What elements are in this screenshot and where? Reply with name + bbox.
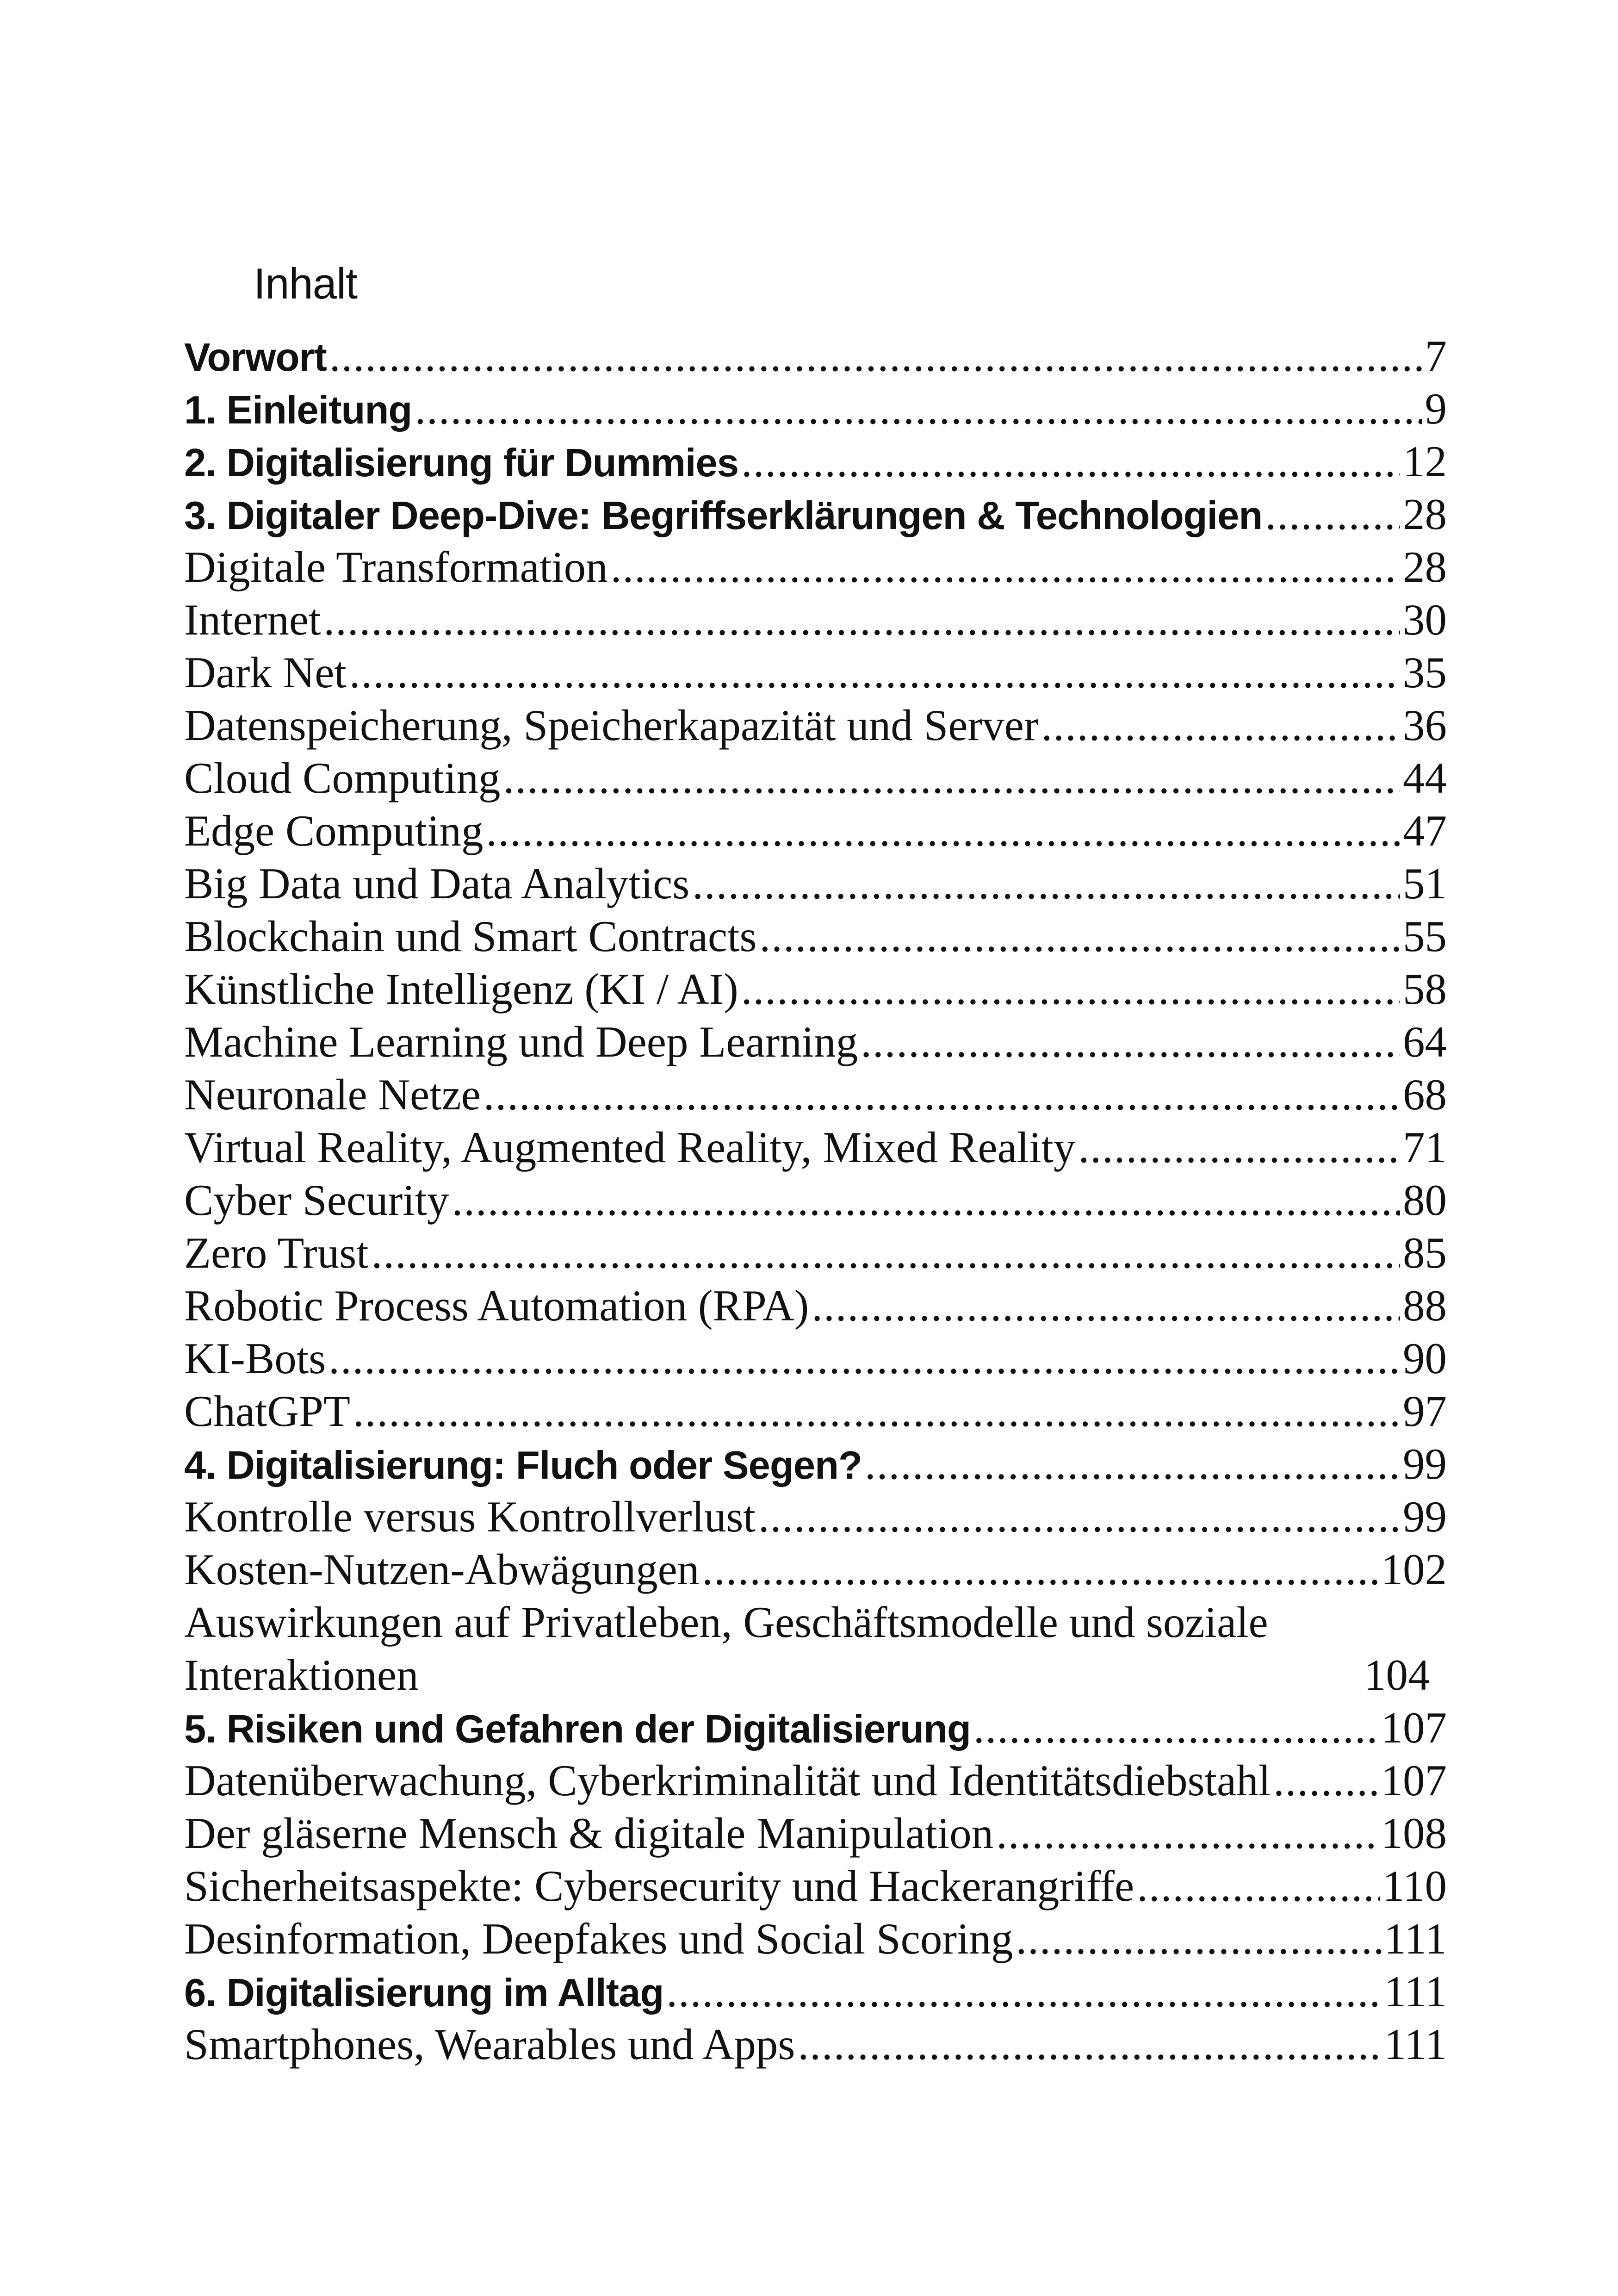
dot-leader <box>666 1965 1381 2018</box>
toc-heading: Inhalt <box>254 259 357 308</box>
dot-leader <box>1041 699 1400 752</box>
dot-leader <box>349 646 1400 699</box>
toc-entry-title: 5. Risiken und Gefahren der Digitalisierung <box>184 1707 971 1751</box>
toc-entry-title: Virtual Reality, Augmented Reality, Mixed Reality <box>184 1123 1076 1172</box>
toc-entry-smartphones[interactable] <box>184 2018 1447 2071</box>
dot-leader <box>758 1490 1400 1543</box>
dot-leader <box>702 1543 1378 1596</box>
toc-entry-title: 1. Einleitung <box>184 388 412 432</box>
toc-entry-internet[interactable] <box>184 593 1447 646</box>
dot-leader <box>812 1279 1400 1332</box>
toc-entry-digitale-transformation[interactable] <box>184 541 1447 593</box>
toc-entry-page: 111 <box>1384 2020 1447 2069</box>
toc-entry-machine-learning[interactable] <box>184 1015 1447 1068</box>
toc-entry-title: Desinformation, Deepfakes und Social Scoring <box>184 1914 1013 1963</box>
toc-entry-page: 7 <box>1425 331 1447 380</box>
toc-entry-page: 107 <box>1381 1756 1447 1805</box>
toc-entry-page: 90 <box>1403 1334 1447 1383</box>
toc-entry-title: Datenspeicherung, Speicherkapazität und Server <box>184 701 1039 750</box>
toc-entry-title: Künstliche Intelligenz (KI / AI) <box>184 964 738 1014</box>
dot-leader <box>323 593 1400 646</box>
dot-leader <box>865 1437 1400 1490</box>
toc-entry-title: 2. Digitalisierung für Dummies <box>184 441 739 485</box>
toc-entry-page: 88 <box>1403 1281 1447 1330</box>
toc-entry-title: Edge Computing <box>184 806 484 855</box>
toc-entry-title: Smartphones, Wearables und Apps <box>184 2020 795 2069</box>
toc-entry-title: 6. Digitalisierung im Alltag <box>184 1971 664 2015</box>
toc-entry-title: Dark Net <box>184 648 347 697</box>
toc-entry-title: Datenüberwachung, Cyberkriminalität und Identitätsdiebstahl <box>184 1756 1271 1805</box>
toc-entry-page: 35 <box>1403 648 1447 697</box>
table-of-contents <box>184 330 1447 2071</box>
toc-entry-page: 51 <box>1403 859 1447 908</box>
dot-leader <box>415 382 1422 435</box>
toc-entry-kuenstliche-intelligenz[interactable] <box>184 963 1447 1015</box>
toc-entry-page: 71 <box>1403 1123 1447 1172</box>
toc-entry-page: 28 <box>1403 490 1447 539</box>
dot-leader <box>353 1385 1400 1437</box>
toc-entry-kontrolle[interactable] <box>184 1490 1447 1543</box>
toc-entry-datenueberwachung[interactable] <box>184 1754 1447 1807</box>
dot-leader <box>741 435 1400 488</box>
dot-leader <box>798 2018 1381 2071</box>
toc-entry-title: Auswirkungen auf Privatleben, Geschäftsmodelle und soziale Interaktionen <box>184 1598 1268 1699</box>
toc-entry-page: 30 <box>1403 595 1447 644</box>
toc-entry-risiken[interactable] <box>184 1701 1447 1754</box>
toc-entry-title: Big Data und Data Analytics <box>184 859 690 908</box>
dot-leader <box>759 910 1400 963</box>
toc-entry-page: 9 <box>1425 384 1447 433</box>
toc-entry-page: 110 <box>1382 1861 1447 1910</box>
toc-entry-title: Machine Learning und Deep Learning <box>184 1017 858 1066</box>
toc-entry-fluch-oder-segen[interactable] <box>184 1437 1447 1490</box>
toc-entry-page: 68 <box>1403 1070 1447 1119</box>
toc-entry-page: 111 <box>1384 1967 1447 2016</box>
toc-entry-title: KI-Bots <box>184 1334 326 1383</box>
dot-leader <box>329 330 1422 382</box>
toc-entry-page: 64 <box>1403 1017 1447 1066</box>
toc-entry-title: Zero Trust <box>184 1228 369 1277</box>
toc-entry-page: 102 <box>1381 1545 1447 1594</box>
dot-leader <box>486 804 1401 857</box>
toc-entry-deep-dive[interactable] <box>184 488 1447 541</box>
toc-entry-desinformation[interactable] <box>184 1912 1447 1965</box>
toc-entry-title: Der gläserne Mensch & digitale Manipulation <box>184 1809 994 1858</box>
toc-entry-page: 107 <box>1381 1703 1447 1752</box>
dot-leader <box>611 541 1400 593</box>
toc-entry-page: 55 <box>1403 912 1447 961</box>
dot-leader <box>484 1068 1400 1121</box>
toc-entry-title: Cyber Security <box>184 1176 449 1225</box>
dot-leader <box>1137 1860 1380 1912</box>
toc-entry-neuronale-netze[interactable] <box>184 1068 1447 1121</box>
toc-entry-virtual-reality[interactable] <box>184 1121 1447 1174</box>
toc-entry-page: 58 <box>1403 964 1447 1014</box>
toc-entry-big-data[interactable] <box>184 857 1447 910</box>
toc-entry-page: 99 <box>1403 1439 1447 1488</box>
toc-entry-title: Cloud Computing <box>184 753 501 803</box>
toc-entry-title: Sicherheitsaspekte: Cybersecurity und Hackerangriffe <box>184 1861 1134 1910</box>
toc-entry-chatgpt[interactable] <box>184 1385 1447 1437</box>
dot-leader <box>861 1015 1400 1068</box>
dot-leader <box>973 1701 1378 1754</box>
toc-entry-title: 4. Digitalisierung: Fluch oder Segen? <box>184 1444 862 1487</box>
toc-entry-title: Robotic Process Automation (RPA) <box>184 1281 809 1330</box>
dot-leader <box>692 857 1400 910</box>
toc-entry-dark-net[interactable] <box>184 646 1447 699</box>
toc-entry-page: 97 <box>1403 1387 1447 1436</box>
dot-leader <box>1078 1121 1400 1174</box>
toc-entry-page: 28 <box>1403 542 1447 591</box>
dot-leader <box>996 1807 1378 1860</box>
toc-entry-ki-bots[interactable] <box>184 1332 1447 1385</box>
toc-entry-page: 108 <box>1381 1809 1447 1858</box>
toc-entry-einleitung[interactable] <box>184 382 1447 435</box>
toc-entry-auswirkungen[interactable] <box>184 1596 1447 1701</box>
toc-entry-page: 12 <box>1403 437 1447 486</box>
toc-entry-title: Digitale Transformation <box>184 542 608 591</box>
toc-entry-title: Blockchain und Smart Contracts <box>184 912 757 961</box>
toc-entry-vorwort[interactable] <box>184 330 1447 382</box>
toc-entry-title: 3. Digitaler Deep-Dive: Begriffserklärungen & Technologien <box>184 494 1263 538</box>
dot-leader <box>452 1174 1400 1226</box>
dot-leader <box>1265 488 1400 541</box>
toc-entry-alltag[interactable] <box>184 1965 1447 2018</box>
toc-entry-zero-trust[interactable] <box>184 1226 1447 1279</box>
dot-leader <box>329 1332 1400 1385</box>
toc-entry-page: 47 <box>1403 806 1447 855</box>
toc-entry-cyber-security[interactable] <box>184 1174 1447 1226</box>
toc-entry-page: 36 <box>1403 701 1447 750</box>
dot-leader <box>741 963 1400 1015</box>
toc-entry-cloud-computing[interactable] <box>184 752 1447 804</box>
toc-entry-page: 111 <box>1384 1914 1447 1963</box>
toc-entry-glaeserner-mensch[interactable] <box>184 1807 1447 1860</box>
toc-entry-edge-computing[interactable] <box>184 804 1447 857</box>
dot-leader <box>503 752 1400 804</box>
toc-entry-page: 44 <box>1403 753 1447 803</box>
toc-entry-page: 104 <box>1364 1650 1430 1699</box>
toc-entry-digitalisierung-fuer-dummies[interactable] <box>184 435 1447 488</box>
toc-entry-kosten-nutzen[interactable] <box>184 1543 1447 1596</box>
toc-entry-datenspeicherung[interactable] <box>184 699 1447 752</box>
toc-entry-sicherheitsaspekte[interactable] <box>184 1860 1447 1912</box>
toc-entry-page: 99 <box>1403 1492 1447 1541</box>
toc-entry-blockchain[interactable] <box>184 910 1447 963</box>
toc-entry-title: Kosten-Nutzen-Abwägungen <box>184 1545 700 1594</box>
toc-entry-title: Kontrolle versus Kontrollverlust <box>184 1492 756 1541</box>
toc-entry-title: Internet <box>184 595 321 644</box>
dot-leader <box>1273 1754 1378 1807</box>
toc-entry-title: Neuronale Netze <box>184 1070 481 1119</box>
toc-entry-page: 85 <box>1403 1228 1447 1277</box>
toc-entry-page: 80 <box>1403 1176 1447 1225</box>
dot-leader <box>1016 1912 1381 1965</box>
toc-entry-title: ChatGPT <box>184 1387 350 1436</box>
dot-leader <box>372 1226 1400 1279</box>
toc-entry-title: Vorwort <box>184 336 327 380</box>
toc-entry-rpa[interactable] <box>184 1279 1447 1332</box>
